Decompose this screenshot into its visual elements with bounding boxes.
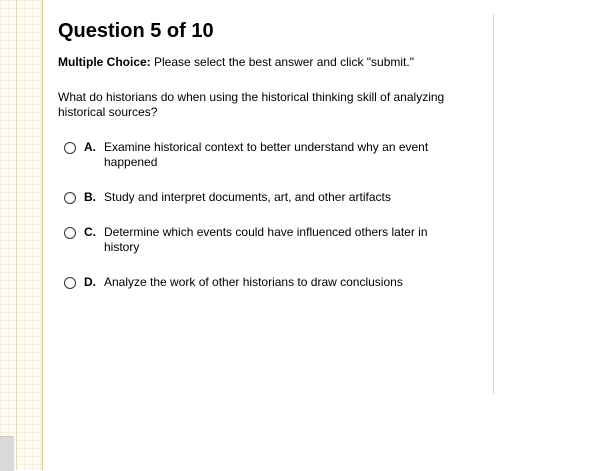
radio-button-c[interactable] (64, 227, 76, 239)
choice-letter: B. (84, 190, 96, 204)
left-rail-panel (0, 0, 43, 470)
choice-text: Determine which events could have influenced others later in history (104, 225, 428, 254)
choice-d[interactable] (58, 275, 483, 290)
choice-text: Study and interpret documents, art, and other artifacts (104, 190, 391, 204)
content-divider (493, 14, 494, 394)
radio-button-b[interactable] (64, 192, 76, 204)
instructions (58, 55, 483, 70)
question-panel (58, 18, 483, 310)
instructions-text: Please select the best answer and click "submit." (150, 55, 414, 69)
radio-button-d[interactable] (64, 277, 76, 289)
choice-a[interactable] (58, 140, 483, 170)
choice-text: Analyze the work of other historians to draw conclusions (104, 275, 403, 289)
choice-text: Examine historical context to better understand why an event happened (104, 140, 429, 169)
choice-letter: C. (84, 225, 96, 239)
radio-button-a[interactable] (64, 142, 76, 154)
rail-tab[interactable] (0, 436, 14, 471)
choice-letter: A. (84, 140, 96, 154)
question-title: Question 5 of 10 (58, 20, 214, 42)
choice-letter: D. (84, 275, 96, 289)
choice-c[interactable] (58, 225, 483, 255)
choice-b[interactable] (58, 190, 483, 205)
question-prompt: What do historians do when using the historical thinking skill of analyzing historical sources? (58, 90, 445, 119)
instructions-label: Multiple Choice: (58, 55, 151, 69)
answer-choices (58, 140, 483, 290)
rail-guide-line (16, 0, 17, 470)
